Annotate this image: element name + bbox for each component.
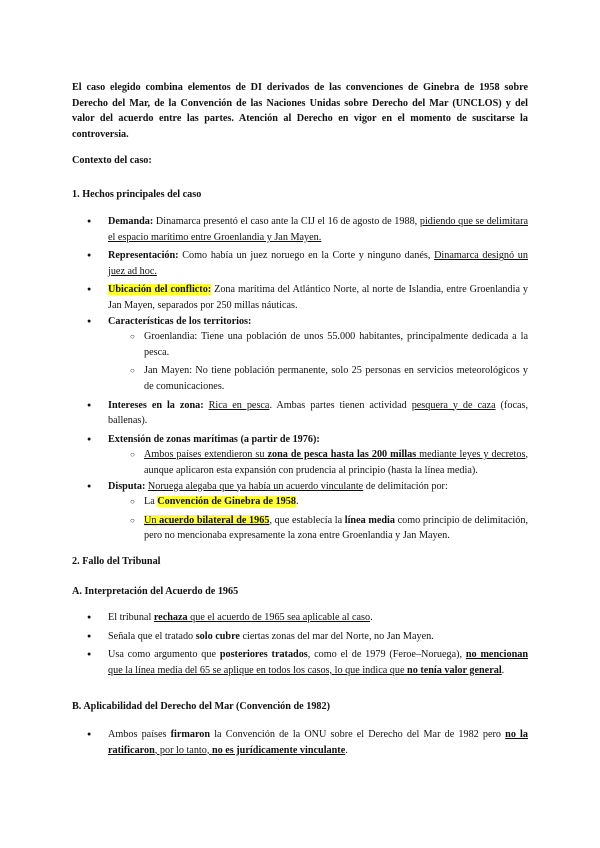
text: ciertas zonas del mar del Norte, no Jan Mayen. — [239, 630, 434, 642]
label-caracteristicas: Características de los territorios: — [108, 315, 252, 327]
highlight-text: Un — [144, 514, 160, 526]
text: Usa como argumento que — [108, 649, 220, 661]
label-ubicacion: Ubicación del conflicto: — [108, 284, 212, 296]
label-disputa: Disputa: — [108, 480, 146, 492]
territories-sublist — [108, 329, 528, 394]
underline-rica-pesca: Rica en pesca — [208, 399, 270, 411]
list-item-extension — [72, 432, 528, 479]
list-item-caracteristicas — [72, 314, 528, 395]
list-item-b1 — [72, 727, 528, 758]
sublist-item-groenlandia: ○ Groenlandia: Tiene una población de unos 55.000 habitantes, principalmente dedicada a la pesca. — [108, 329, 528, 360]
list-item-intereses — [72, 398, 528, 429]
label-intereses: Intereses en la zona: — [108, 399, 204, 411]
text-demanda: Dinamarca presentó el caso ante la CIJ el 16 de agosto de 1988, — [153, 216, 420, 227]
bold-text: posteriores tratados — [219, 649, 308, 661]
facts-list — [72, 214, 528, 544]
highlight-bold-text: acuerdo bilateral de 1965 — [159, 514, 270, 526]
underline-bold-text: no mencionan — [465, 649, 528, 661]
text-ubicacion: Zona marítima del Atlántico Norte, al norte de Islandia, entre Groenlandia y Jan Mayen, separados por 250 millas náuticas. — [108, 284, 528, 311]
text: . — [345, 744, 348, 756]
underline-text: Noruega alegaba que ya había un acuerdo vinculante — [147, 480, 364, 492]
list-item-a1 — [72, 610, 528, 626]
list-item-a3 — [72, 647, 528, 678]
section-1-heading: 1. Hechos principales del caso — [72, 189, 202, 200]
text: El tribunal — [108, 612, 154, 623]
disputa-sublist — [108, 494, 528, 544]
sublist-item-acuerdo — [108, 513, 528, 544]
text: , aunque aplicaron esta expansión con prudencia al principio (hasta la línea media). — [144, 449, 528, 476]
text: . — [295, 496, 299, 508]
text: La — [144, 496, 158, 508]
underline-bold-text: no la ratificaron — [108, 729, 528, 756]
label-representacion: Representación: — [108, 250, 179, 262]
extension-sublist — [108, 447, 528, 478]
section-b-heading: B. Aplicabilidad del Derecho del Mar (Convención de 1982) — [72, 701, 330, 712]
context-heading: Contexto del caso: — [72, 155, 152, 166]
bold-text: solo cubre — [195, 630, 240, 642]
underline-bold-text: zona de pesca hasta las 200 millas — [267, 449, 417, 461]
text: como principio de delimitación, pero no mencionaba expresamente la zona entre Groenlandia y Jan Mayen. — [144, 514, 529, 542]
underline-text: mediante leyes y decretos — [416, 449, 526, 461]
list-item-representacion — [72, 248, 528, 279]
sublist-item-convencion — [108, 494, 528, 510]
section-b-list — [72, 727, 528, 758]
section-a-heading: A. Interpretación del Acuerdo de 1965 — [72, 586, 239, 597]
list-item-disputa — [72, 479, 528, 544]
intro-paragraph: El caso elegido combina elementos de DI derivados de las convenciones de Ginebra de 1958 sobre Derecho del Mar, de la Convención de las Naciones Unidas sobre Derecho del Mar (UNCLOS) y del valor del acuerdo entre las partes. Atención al Derecho en vigor en el momento de suscitarse la controversia. — [72, 82, 528, 140]
list-item-ubicacion — [72, 282, 528, 313]
underline-demanda: pidiendo que se delimitara el espacio marítimo entre Groenlandia y Jan Mayen. — [108, 216, 528, 243]
section-2-heading: 2. Fallo del Tribunal — [72, 556, 161, 567]
sublist-item-jan-mayen: ○ Jan Mayen: No tiene población permanente, solo 25 personas en servicios meteorológicos y de comunicaciones. — [108, 363, 528, 394]
bold-text: firmaron — [170, 729, 211, 740]
text: , que establecía la — [269, 514, 345, 526]
label-demanda: Demanda: — [108, 216, 154, 227]
underline-bold-text: rechaza — [153, 612, 188, 623]
underline-text: Ambos países extendieron su — [144, 449, 268, 461]
underline-text: que la línea media del 65 se aplique en todos los casos, lo que indica que — [108, 664, 408, 676]
list-item-demanda — [72, 214, 528, 245]
text: , como el de 1979 (Feroe–Noruega), — [307, 649, 466, 661]
text: de delimitación por: — [363, 480, 448, 492]
underline-pesquera-caza: pesquera y de caza — [411, 399, 496, 411]
underline-representacion: Dinamarca designó un juez ad hoc. — [108, 250, 528, 277]
text: . — [370, 612, 373, 623]
text-intereses-2: (focas, ballenas). — [108, 399, 528, 427]
text-intereses-1: . Ambas partes tienen actividad — [269, 399, 412, 411]
highlight-text: Convención de Ginebra de 1958 — [157, 496, 296, 508]
text: Ambos países — [108, 729, 171, 740]
bold-text: línea media — [344, 514, 395, 526]
list-item-a2 — [72, 629, 528, 645]
underline-bold-text: no es jurídicamente vinculante — [211, 744, 346, 756]
underline-bold-text: no tenía valor general — [407, 664, 502, 676]
text: . — [501, 664, 505, 676]
sublist-item-extension — [108, 447, 528, 478]
text: Señala que el tratado — [108, 630, 196, 642]
text-representacion: Como había un juez noruego en la Corte y ninguno danés, — [178, 250, 435, 262]
label-extension: Extensión de zonas marítimas (a partir de 1976): — [108, 433, 320, 445]
underline-text: que el acuerdo de 1965 sea aplicable al caso — [187, 612, 371, 623]
text: la Convención de la ONU sobre el Derecho del Mar de 1982 pero — [210, 729, 506, 740]
underline-text: , por lo tanto, — [154, 744, 212, 756]
section-a-list — [72, 610, 528, 678]
